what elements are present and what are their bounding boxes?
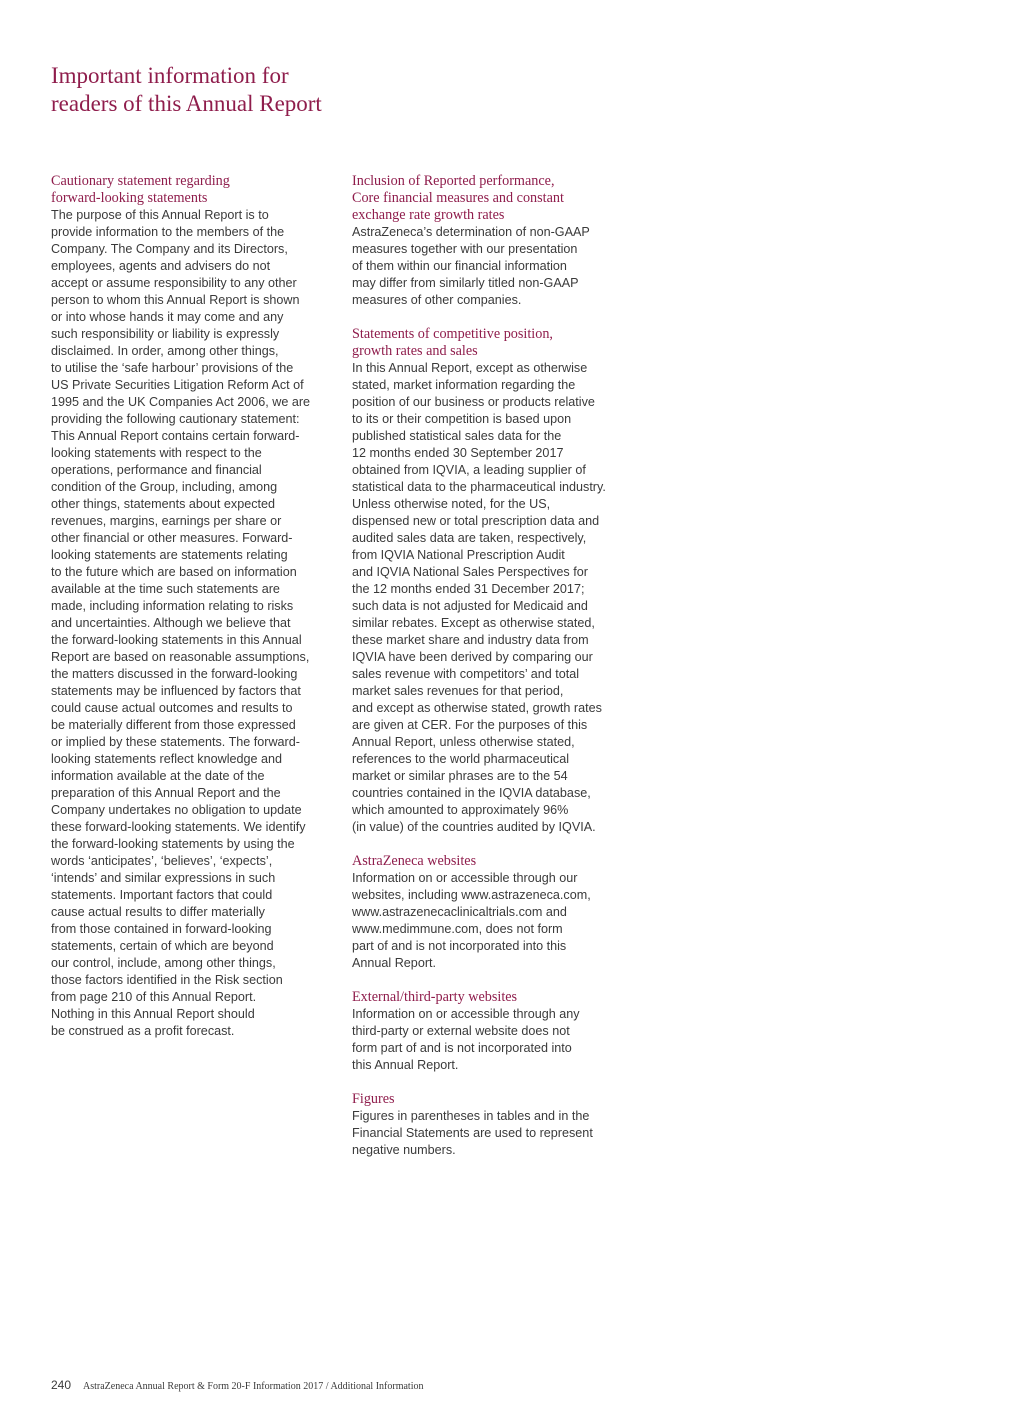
text-line: Report are based on reasonable assumptions, (51, 650, 310, 664)
text-line: be construed as a profit forecast. (51, 1024, 235, 1038)
text-line: preparation of this Annual Report and the (51, 786, 281, 800)
page-number: 240 (51, 1378, 72, 1392)
text-line: of them within our financial information (352, 259, 567, 273)
text-line: AstraZeneca’s determination of non-GAAP (352, 225, 590, 239)
text-line: Nothing in this Annual Report should (51, 1007, 255, 1021)
text-line: or into whose hands it may come and any (51, 310, 284, 324)
text-line: are given at CER. For the purposes of this (352, 718, 588, 732)
text-line: 1995 and the UK Companies Act 2006, we are (51, 395, 311, 409)
figures-heading: Figures (352, 1091, 395, 1107)
text-line: this Annual Report. (352, 1058, 459, 1072)
text-line: obtained from IQVIA, a leading supplier of (352, 463, 586, 477)
text-line: person to whom this Annual Report is shown (51, 293, 300, 307)
text-line: and uncertainties. Although we believe that (51, 616, 291, 630)
external-websites-section (352, 989, 652, 1074)
text-line: stated, market information regarding the (352, 378, 576, 392)
text-line: which amounted to approximately 96% (352, 803, 569, 817)
text-line: cause actual results to differ materially (51, 905, 265, 919)
text-line: 12 months ended 30 September 2017 (352, 446, 564, 460)
text-line: Unless otherwise noted, for the US, (352, 497, 551, 511)
text-line: employees, agents and advisers do not (51, 259, 271, 273)
page-title-line-1: Important information for (51, 63, 289, 88)
text-line: countries contained in the IQVIA database, (352, 786, 591, 800)
text-line: IQVIA have been derived by comparing our (352, 650, 593, 664)
text-line: Company. The Company and its Directors, (51, 242, 288, 256)
reported-performance-section (352, 173, 652, 309)
text-line: and IQVIA National Sales Perspectives for (352, 565, 588, 579)
text-line: to utilise the ‘safe harbour’ provisions of the (51, 361, 294, 375)
text-line: to its or their competition is based upon (352, 412, 572, 426)
text-line: part of and is not incorporated into this (352, 939, 567, 953)
text-line: provide information to the members of the (51, 225, 285, 239)
astrazeneca-websites-heading: AstraZeneca websites (352, 853, 477, 869)
text-line: looking statements are statements relating (51, 548, 288, 562)
text-line: be materially different from those expressed (51, 718, 296, 732)
text-line: words ‘anticipates’, ‘believes’, ‘expects’, (51, 854, 273, 868)
text-line: may differ from similarly titled non-GAAP (352, 276, 579, 290)
text-line: statements, certain of which are beyond (51, 939, 274, 953)
text-line: third-party or external website does not (352, 1024, 570, 1038)
left-column (51, 173, 341, 1057)
text-line: position of our business or products relative (352, 395, 595, 409)
text-line: could cause actual outcomes and results to (51, 701, 293, 715)
text-line: looking statements with respect to the (51, 446, 262, 460)
text-line: looking statements reflect knowledge and (51, 752, 283, 766)
text-line: accept or assume responsibility to any other (51, 276, 297, 290)
text-line: from those contained in forward-looking (51, 922, 272, 936)
competitive-position-body (352, 360, 652, 836)
text-line: dispensed new or total prescription data and (352, 514, 600, 528)
text-line: the matters discussed in the forward-looking (51, 667, 298, 681)
text-line: such data is not adjusted for Medicaid and (352, 599, 588, 613)
text-line: In this Annual Report, except as otherwise (352, 361, 588, 375)
text-line: ‘intends’ and similar expressions in such (51, 871, 276, 885)
text-line: US Private Securities Litigation Reform Act of (51, 378, 304, 392)
text-line: these forward-looking statements. We identify (51, 820, 306, 834)
text-line: form part of and is not incorporated into (352, 1041, 572, 1055)
astrazeneca-websites-body (352, 870, 652, 972)
text-line: such responsibility or liability is expressly (51, 327, 280, 341)
text-line: the forward-looking statements by using the (51, 837, 295, 851)
text-line: disclaimed. In order, among other things, (51, 344, 279, 358)
text-line: www.astrazenecaclinicaltrials.com and (352, 905, 567, 919)
text-line: or implied by these statements. The forward- (51, 735, 300, 749)
text-line: websites, including www.astrazeneca.com, (352, 888, 591, 902)
text-line: negative numbers. (352, 1143, 456, 1157)
text-line: revenues, margins, earnings per share or (51, 514, 282, 528)
text-line: these market share and industry data from (352, 633, 589, 647)
text-line: available at the time such statements are (51, 582, 280, 596)
external-websites-heading: External/third-party websites (352, 989, 518, 1005)
figures-body (352, 1108, 652, 1159)
text-line: market sales revenues for that period, (352, 684, 564, 698)
page-title (51, 62, 551, 118)
competitive-position-section (352, 326, 652, 836)
text-line: Annual Report. (352, 956, 437, 970)
text-line: other financial or other measures. Forward- (51, 531, 293, 545)
reported-performance-body (352, 224, 652, 309)
text-line: measures of other companies. (352, 293, 522, 307)
text-line: published statistical sales data for the (352, 429, 562, 443)
right-column (352, 173, 652, 1176)
text-line: This Annual Report contains certain forward- (51, 429, 300, 443)
text-line: market or similar phrases are to the 54 (352, 769, 568, 783)
text-line: and except as otherwise stated, growth rates (352, 701, 602, 715)
text-line: similar rebates. Except as otherwise stated, (352, 616, 595, 630)
text-line: Figures in parentheses in tables and in the (352, 1109, 590, 1123)
astrazeneca-websites-section (352, 853, 652, 972)
text-line: other things, statements about expected (51, 497, 276, 511)
text-line: to the future which are based on information (51, 565, 297, 579)
text-line: our control, include, among other things, (51, 956, 276, 970)
text-line: providing the following cautionary statement: (51, 412, 300, 426)
cautionary-statement-heading: Cautionary statement regarding forward-looking statements (51, 173, 230, 206)
text-line: made, including information relating to risks (51, 599, 294, 613)
text-line: Company undertakes no obligation to update (51, 803, 302, 817)
text-line: statements. Important factors that could (51, 888, 273, 902)
text-line: audited sales data are taken, respectively, (352, 531, 587, 545)
text-line: from IQVIA National Prescription Audit (352, 548, 565, 562)
cautionary-statement-body (51, 207, 341, 1040)
footer-text: AstraZeneca Annual Report & Form 20-F Information 2017 / Additional Information (82, 1381, 424, 1392)
text-line: Financial Statements are used to represent (352, 1126, 593, 1140)
page-title-line-2: readers of this Annual Report (51, 91, 322, 116)
reported-performance-heading: Inclusion of Reported performance, Core financial measures and constant exchange rate growth rates (352, 173, 564, 223)
text-line: statements may be influenced by factors that (51, 684, 301, 698)
text-line: sales revenue with competitors’ and total (352, 667, 580, 681)
cautionary-statement-section (51, 173, 341, 1040)
text-line: statistical data to the pharmaceutical industry. (352, 480, 606, 494)
text-line: references to the world pharmaceutical (352, 752, 570, 766)
figures-section (352, 1091, 652, 1159)
text-line: the 12 months ended 31 December 2017; (352, 582, 585, 596)
text-line: Information on or accessible through our (352, 871, 578, 885)
text-line: The purpose of this Annual Report is to (51, 208, 269, 222)
text-line: Information on or accessible through any (352, 1007, 580, 1021)
text-line: measures together with our presentation (352, 242, 578, 256)
text-line: from page 210 of this Annual Report. (51, 990, 257, 1004)
text-line: those factors identified in the Risk section (51, 973, 283, 987)
external-websites-body (352, 1006, 652, 1074)
text-line: www.medimmune.com, does not form (352, 922, 563, 936)
text-line: the forward-looking statements in this Annual (51, 633, 302, 647)
text-line: Annual Report, unless otherwise stated, (352, 735, 575, 749)
text-line: information available at the date of the (51, 769, 265, 783)
text-line: (in value) of the countries audited by IQVIA. (352, 820, 596, 834)
text-line: condition of the Group, including, among (51, 480, 278, 494)
text-line: operations, performance and financial (51, 463, 262, 477)
competitive-position-heading: Statements of competitive position, growth rates and sales (352, 326, 553, 359)
page-footer (51, 1378, 423, 1392)
